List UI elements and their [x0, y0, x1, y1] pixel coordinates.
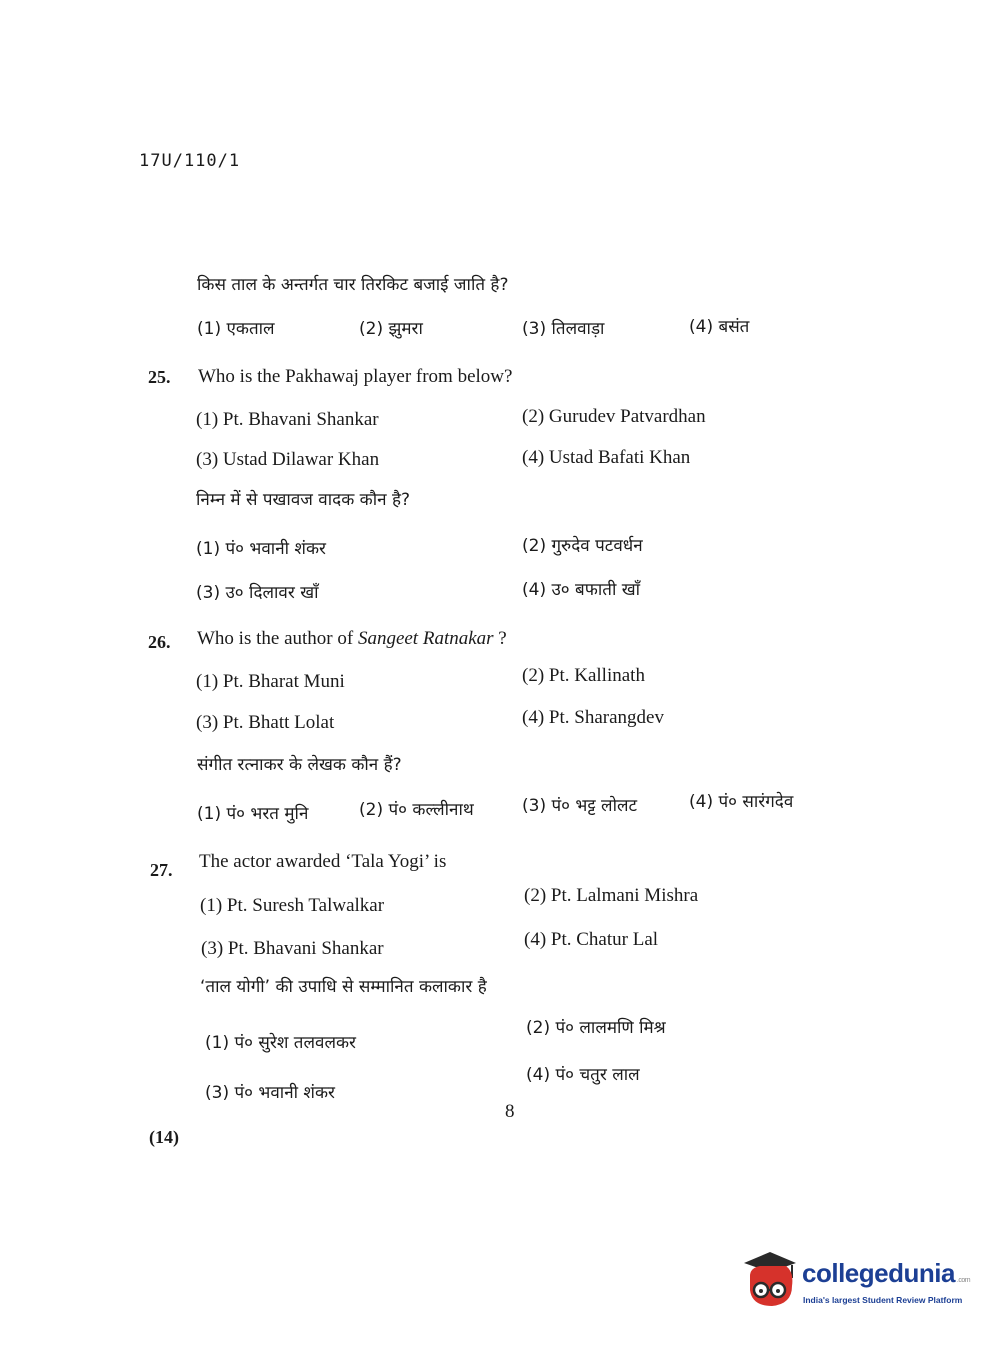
q24-hindi-option: (1) एकताल — [197, 319, 275, 339]
hindi-option: (4) उ० बफाती खाँ — [522, 580, 641, 600]
collegedunia-logo[interactable] — [742, 1250, 972, 1312]
option: (1) Pt. Suresh Talwalkar — [200, 895, 385, 916]
hindi-question: ‘ताल योगी’ की उपाधि से सम्मानित कलाकार है — [200, 977, 487, 997]
question-number: 25. — [148, 367, 171, 387]
brand-name-text: collegedunia — [802, 1258, 955, 1288]
brand-tagline: India's largest Student Review Platform — [803, 1295, 963, 1305]
option: (3) Pt. Bhatt Lolat — [196, 712, 335, 733]
hindi-option: (1) पं० सुरेश तलवलकर — [205, 1033, 356, 1053]
q24-hindi-option: (4) बसंत — [689, 317, 750, 337]
option: (2) Gurudev Patvardhan — [522, 406, 706, 427]
sheet-number: (14) — [149, 1127, 179, 1147]
option: (4) Pt. Chatur Lal — [524, 929, 659, 950]
hindi-option: (1) पं० भवानी शंकर — [196, 539, 327, 559]
question-number: 27. — [150, 860, 173, 880]
header-code: 17U/110/1 — [139, 151, 241, 171]
option: (4) Pt. Sharangdev — [522, 707, 664, 728]
option: (3) Ustad Dilawar Khan — [196, 449, 380, 470]
hindi-option: (3) उ० दिलावर खाँ — [196, 583, 319, 603]
hindi-option: (1) पं० भरत मुनि — [197, 804, 309, 824]
option: (1) Pt. Bhavani Shankar — [196, 409, 379, 430]
option: (4) Ustad Bafati Khan — [522, 447, 691, 468]
option: (3) Pt. Bhavani Shankar — [201, 938, 384, 959]
hindi-question: निम्न में से पखावज वादक कौन है? — [196, 490, 410, 510]
brand-name — [802, 1258, 970, 1289]
q24-hindi-question: किस ताल के अन्तर्गत चार तिरकिट बजाई जाति है? — [197, 275, 509, 295]
option: (2) Pt. Kallinath — [522, 665, 645, 686]
option: (1) Pt. Bharat Muni — [196, 671, 345, 692]
hindi-question: संगीत रत्नाकर के लेखक कौन हैं? — [197, 755, 402, 775]
hindi-option: (4) पं० चतुर लाल — [526, 1065, 640, 1085]
brand-domain: .com — [956, 1277, 971, 1284]
hindi-option: (2) पं० लालमणि मिश्र — [526, 1018, 666, 1038]
question-number: 26. — [148, 632, 171, 652]
book-title: Sangeet Ratnakar — [357, 628, 494, 649]
q24-hindi-option: (2) झुमरा — [359, 319, 423, 339]
question-text: The actor awarded ‘Tala Yogi’ is — [199, 851, 447, 872]
hindi-option: (4) पं० सारंगदेव — [689, 792, 794, 812]
mascot-icon — [742, 1250, 798, 1317]
hindi-option: (3) पं० भवानी शंकर — [205, 1083, 336, 1103]
question-text: Who is the Pakhawaj player from below? — [198, 366, 513, 387]
hindi-option: (2) गुरुदेव पटवर्धन — [522, 536, 643, 556]
question-text — [197, 628, 507, 650]
q24-hindi-option: (3) तिलवाड़ा — [522, 319, 605, 339]
hindi-option: (2) पं० कल्लीनाथ — [359, 800, 474, 820]
option: (2) Pt. Lalmani Mishra — [524, 885, 699, 906]
question-suffix: ? — [493, 628, 507, 649]
hindi-option: (3) पं० भट्ट लोलट — [522, 796, 638, 816]
question-prefix: Who is the author of — [197, 628, 358, 649]
page-number: 8 — [505, 1101, 515, 1122]
